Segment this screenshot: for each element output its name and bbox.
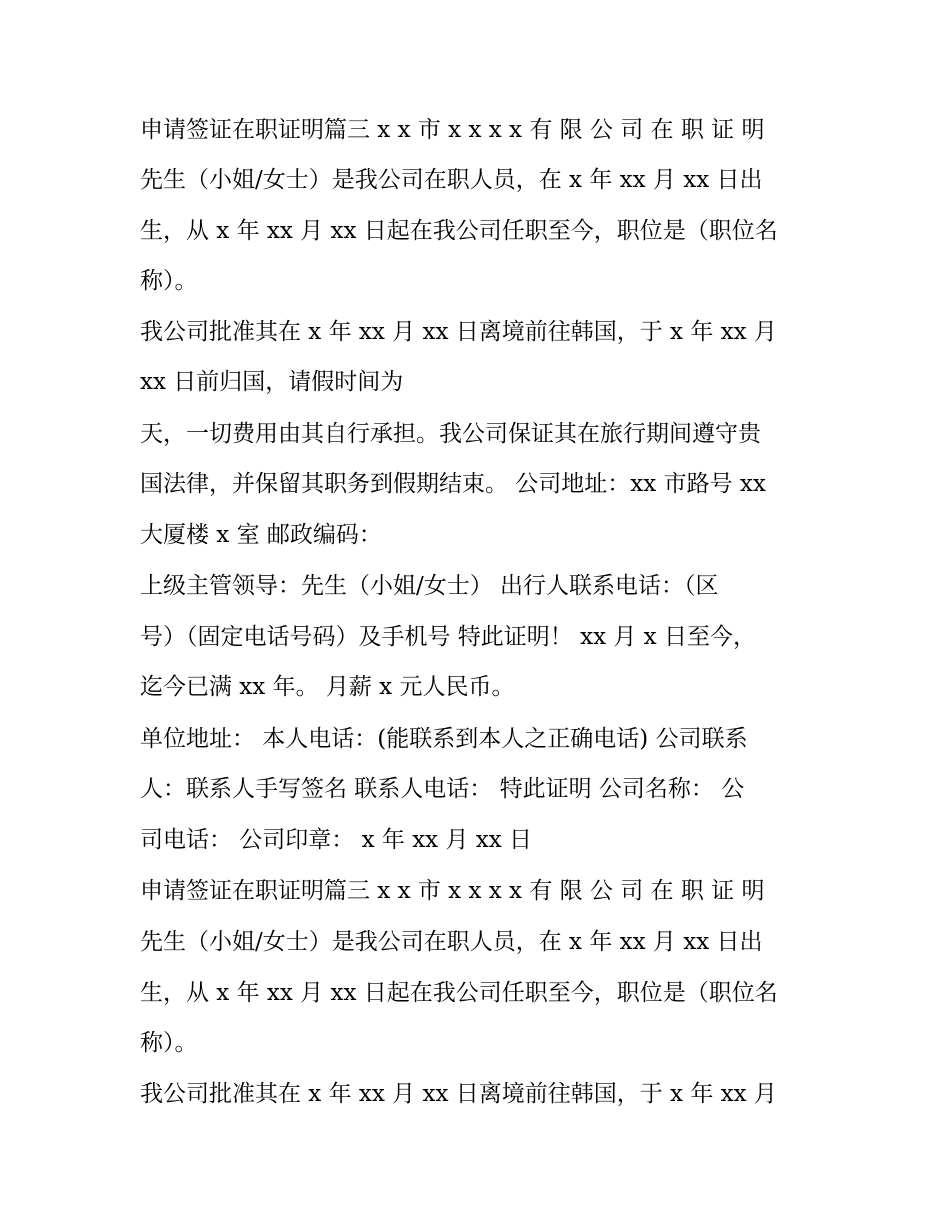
- body-text-line: 称）。: [140, 1030, 198, 1056]
- body-text-line: 生，从 x 年 xx 月 xx 日起在我公司任职至今，职位是（职位名: [140, 980, 778, 1006]
- body-text-line: 上级主管领导：先生（小姐/女士） 出行人联系电话：（区: [140, 573, 719, 599]
- body-text-line: 大厦楼 x 室 邮政编码：: [140, 522, 382, 548]
- body-text-line: 生，从 x 年 xx 月 xx 日起在我公司任职至今，职位是（职位名: [140, 218, 778, 244]
- body-text-line: 迄今已满 xx 年。 月薪 x 元人民币。: [140, 674, 515, 700]
- body-text-line: 单位地址： 本人电话：(能联系到本人之正确电话) 公司联系: [140, 726, 748, 752]
- body-text-line: 人：联系人手写签名 联系人电话： 特此证明 公司名称： 公: [140, 776, 745, 802]
- body-text-line: 先生（小姐/女士）是我公司在职人员，在 x 年 xx 月 xx 日出: [140, 167, 763, 193]
- body-text-line: 称）。: [140, 268, 198, 294]
- body-text-line: 国法律，并保留其职务到假期结束。 公司地址：xx 市路号 xx: [140, 471, 766, 497]
- body-text-line: 我公司批准其在 x 年 xx 月 xx 日离境前往韩国，于 x 年 xx 月: [140, 1081, 777, 1107]
- body-text-line: 我公司批准其在 x 年 xx 月 xx 日离境前往韩国，于 x 年 xx 月: [140, 319, 777, 345]
- body-text-line: 司电话： 公司印章： x 年 xx 月 xx 日: [140, 827, 533, 853]
- body-text-line: 天，一切费用由其自行承担。我公司保证其在旅行期间遵守贵: [140, 421, 761, 447]
- heading-line: 申请签证在职证明篇三 x x 市 x x x x 有 限 公 司 在 职 证 明: [140, 117, 765, 143]
- body-text-line: xx 日前归国，请假时间为: [140, 369, 404, 395]
- body-text-line: 先生（小姐/女士）是我公司在职人员，在 x 年 xx 月 xx 日出: [140, 929, 763, 955]
- body-text-line: 号）（固定电话号码）及手机号 特此证明！ xx 月 x 日至今，: [140, 624, 756, 650]
- heading-line: 申请签证在职证明篇三 x x 市 x x x x 有 限 公 司 在 职 证 明: [140, 878, 765, 904]
